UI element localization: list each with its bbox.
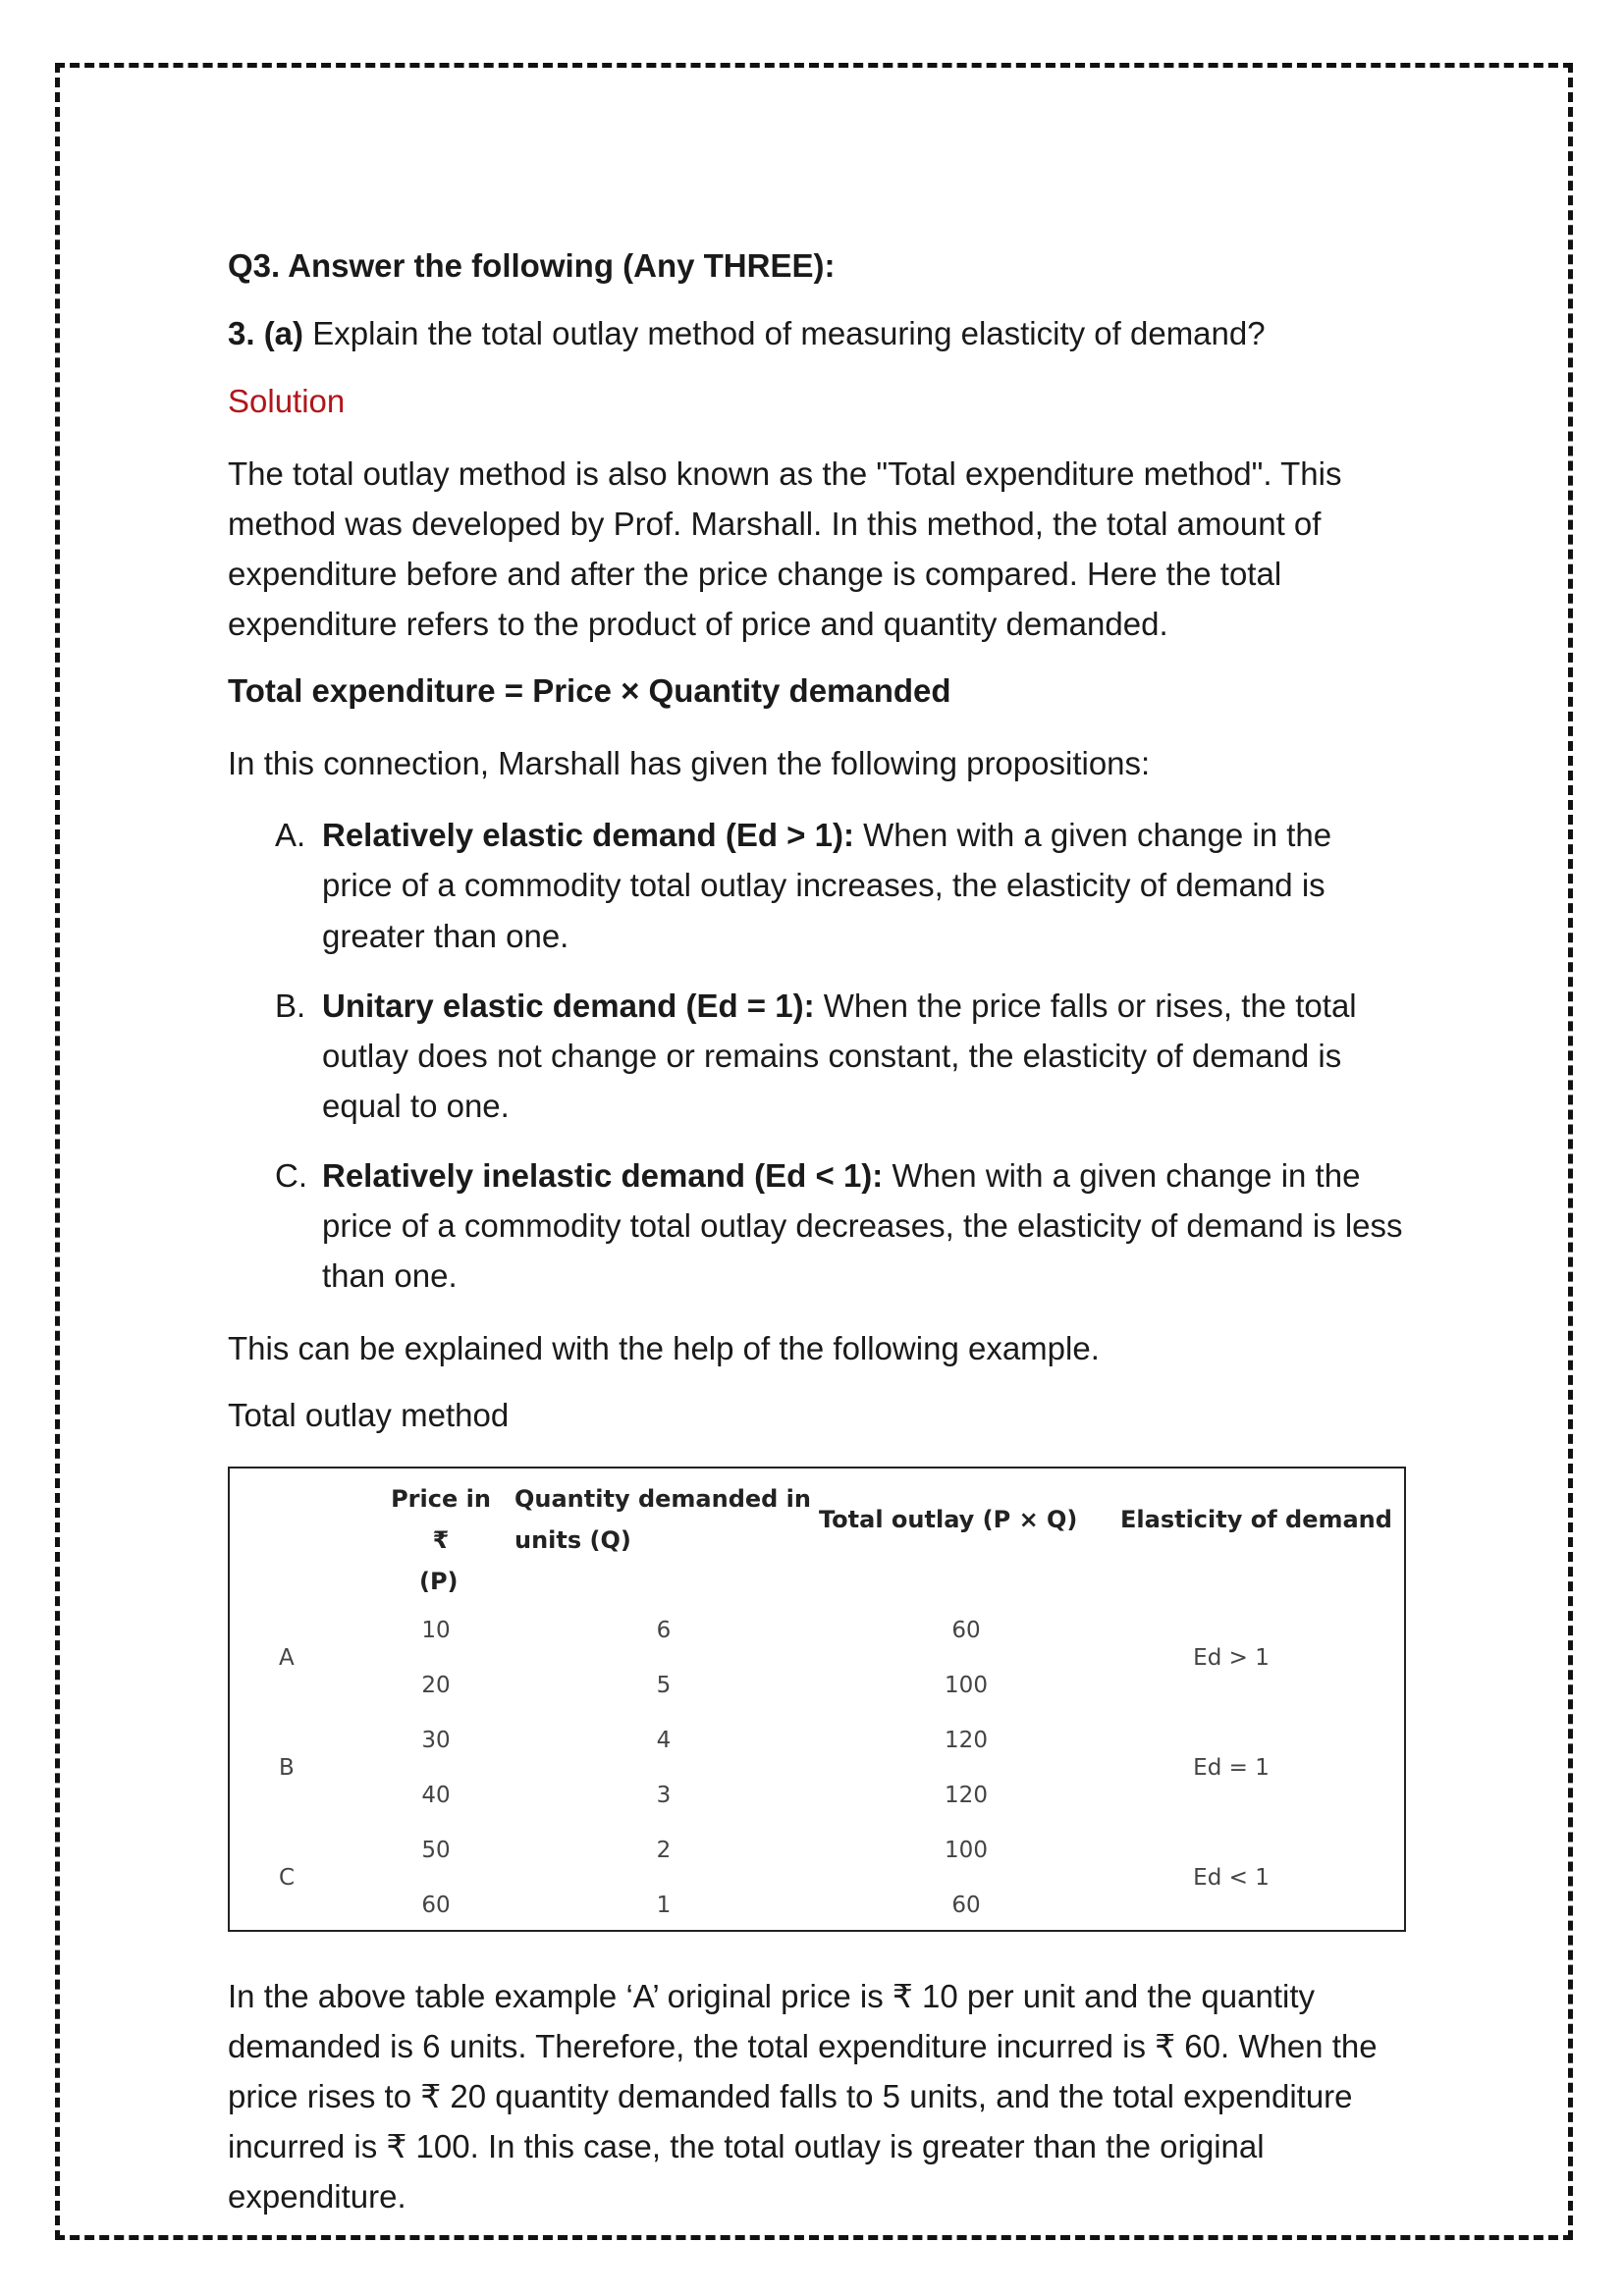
proposition-item <box>228 1150 1406 1301</box>
question-subpart <box>228 313 1406 355</box>
outlay-cell: 120 <box>945 1782 988 1808</box>
formula-line: Total expenditure = Price × Quantity demanded <box>228 672 951 710</box>
header-quantity <box>514 1478 811 1561</box>
proposition-item <box>228 810 1406 960</box>
table-caption: Total outlay method <box>228 1396 510 1433</box>
document-content <box>228 245 1406 2243</box>
proposition-marker: B. <box>275 987 306 1024</box>
outlay-cell: 60 <box>951 1617 981 1643</box>
quantity-cell: 5 <box>656 1672 672 1698</box>
proposition-term: Relatively elastic demand (Ed > 1): <box>322 817 854 854</box>
solution-heading: Solution <box>228 382 346 419</box>
proposition-item <box>228 981 1406 1131</box>
price-cell: 60 <box>421 1892 451 1918</box>
proposition-term: Unitary elastic demand (Ed = 1): <box>322 987 815 1024</box>
header-quantity-line2: units (Q) <box>514 1525 631 1554</box>
header-quantity-line1: Quantity demanded in <box>514 1484 811 1513</box>
proposition-term: Relatively inelastic demand (Ed < 1): <box>322 1157 884 1195</box>
outlay-cell: 100 <box>945 1672 988 1698</box>
header-price-line1: Price in ₹ <box>391 1484 491 1554</box>
propositions-intro: In this connection, Marshall has given the following propositions: <box>228 745 1151 782</box>
price-cell: 20 <box>421 1672 451 1698</box>
price-cell: 10 <box>421 1617 451 1643</box>
proposition-marker: C. <box>275 1157 307 1195</box>
quantity-cell: 3 <box>656 1782 672 1808</box>
proposition-text: When the price falls or rises, the total outlay does not change or remains constant, the elasticity of demand is equal to one. <box>322 987 1357 1124</box>
header-price-line2: (P) <box>419 1567 459 1595</box>
header-elasticity: Elasticity of demand <box>1120 1505 1392 1533</box>
outlay-cell: 120 <box>945 1727 988 1753</box>
price-cell: 30 <box>421 1727 451 1753</box>
proposition-text: When with a given change in the price of a commodity total outlay decreases, the elasticity of demand is less than one. <box>322 1157 1403 1295</box>
conclusion-paragraph: In the above table example ‘A’ original price is ₹ 10 per unit and the quantity demanded is 6 units. Therefore, the total expenditure incurred is ₹ 60. When the price rises to ₹ 20 quantity demanded falls to 5 units, and the total expenditure incurred is ₹ 100. In this case, the total outlay is greater than the original expenditure. <box>228 1977 1378 2216</box>
outlay-table <box>228 1467 1406 1932</box>
header-price <box>382 1478 500 1602</box>
proposition-marker: A. <box>275 817 306 854</box>
elasticity-cell: Ed > 1 <box>1193 1644 1270 1671</box>
elasticity-cell: Ed = 1 <box>1193 1754 1270 1781</box>
example-intro: This can be explained with the help of the following example. <box>228 1329 1100 1366</box>
price-cell: 40 <box>421 1782 451 1808</box>
header-outlay: Total outlay (P × Q) <box>819 1505 1078 1533</box>
proposition-text: When with a given change in the price of a commodity total outlay increases, the elasticity of demand is greater than one. <box>322 817 1332 954</box>
quantity-cell: 6 <box>656 1617 672 1643</box>
outlay-cell: 100 <box>945 1837 988 1863</box>
group-label: A <box>279 1644 295 1671</box>
quantity-cell: 4 <box>656 1727 672 1753</box>
question-subpart-number: 3. (a) <box>228 314 304 351</box>
group-label: B <box>279 1754 295 1781</box>
quantity-cell: 1 <box>656 1892 672 1918</box>
outlay-cell: 60 <box>951 1892 981 1918</box>
question-title: Q3. Answer the following (Any THREE): <box>228 247 836 284</box>
intro-paragraph: The total outlay method is also known as the "Total expenditure method". This method was developed by Prof. Marshall. In this method, the total amount of expenditure before and after the price change is compared. Here the total expenditure refers to the product of price and quantity demanded. <box>228 454 1342 643</box>
question-subpart-text: Explain the total outlay method of measuring elasticity of demand? <box>303 314 1266 351</box>
group-label: C <box>279 1864 296 1891</box>
elasticity-cell: Ed < 1 <box>1193 1864 1270 1891</box>
quantity-cell: 2 <box>656 1837 672 1863</box>
propositions-list <box>228 810 1406 1301</box>
price-cell: 50 <box>421 1837 451 1863</box>
